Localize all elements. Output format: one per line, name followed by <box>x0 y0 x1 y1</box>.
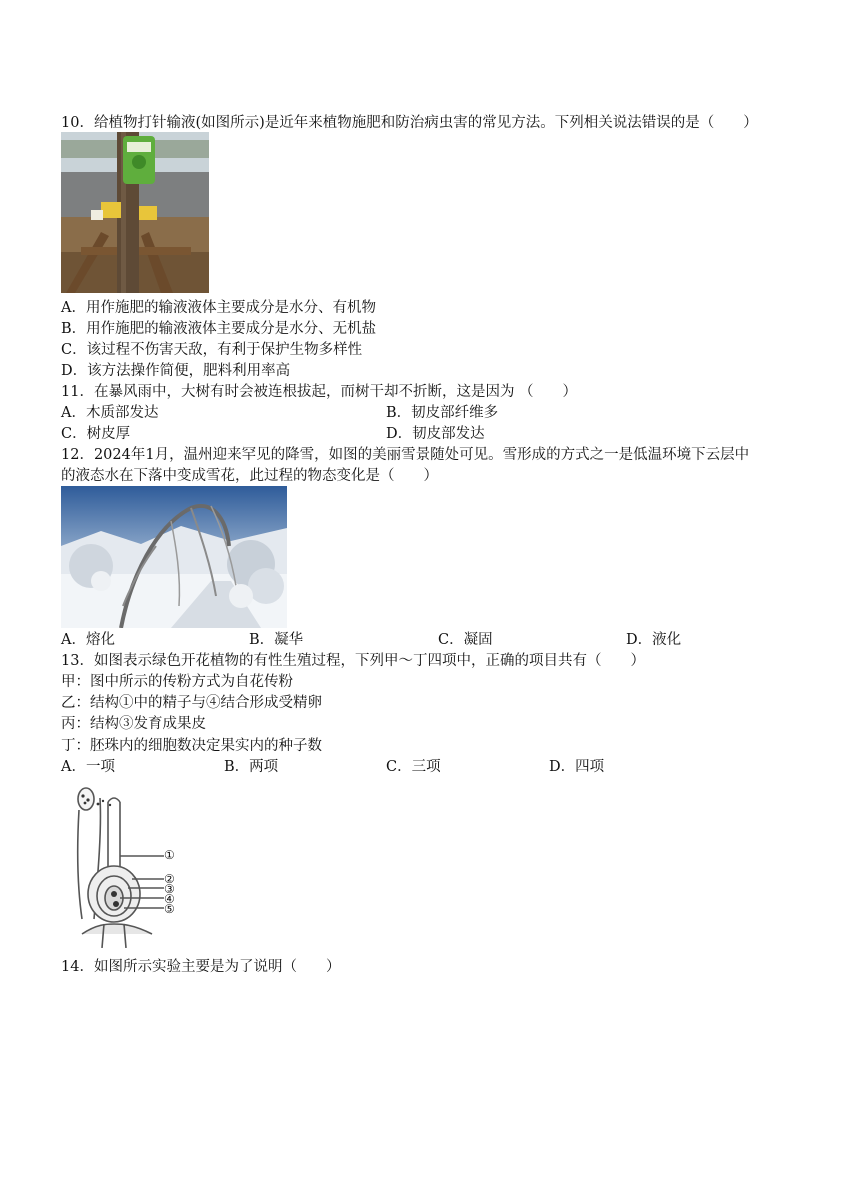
q13-item-ding: 丁：胚珠内的细胞数决定果实内的种子数 <box>61 738 322 754</box>
q13-item-jia: 甲：图中所示的传粉方式为自花传粉 <box>61 674 293 690</box>
q13-label-1: ① <box>164 848 175 862</box>
q12-option-b: B．凝华 <box>249 632 304 648</box>
q12-snow-scene-photo <box>61 486 287 628</box>
q12-option-c: C．凝固 <box>438 632 493 648</box>
q12-option-a: A．熔化 <box>61 632 115 648</box>
q13-flower-pistil-diagram <box>72 784 184 948</box>
q13-label-3: ③ <box>164 882 175 896</box>
q13-label-2: ② <box>164 872 175 886</box>
q10-option-d: D．该方法操作简便，肥料利用率高 <box>61 363 291 379</box>
q13-item-bing: 丙：结构③发育成果皮 <box>61 716 206 732</box>
q11-option-c: C．树皮厚 <box>61 426 131 442</box>
q13-item-yi: 乙：结构①中的精子与④结合形成受精卵 <box>61 695 322 711</box>
q10-option-b: B．用作施肥的输液液体主要成分是水分、无机盐 <box>61 321 377 337</box>
q10-option-a: A．用作施肥的输液液体主要成分是水分、有机物 <box>61 300 376 316</box>
q11-option-b: B．韧皮部纤维多 <box>386 405 499 421</box>
q11-stem: 11．在暴风雨中，大树有时会被连根拔起，而树干却不折断，这是因为 （ ） <box>61 384 578 400</box>
q13-option-a: A．一项 <box>61 759 115 775</box>
q12-stem-line2: 的液态水在下落中变成雪花，此过程的物态变化是（ ） <box>61 468 438 484</box>
q13-label-5: ⑤ <box>164 902 175 916</box>
q12-stem-line1: 12．2024年1月，温州迎来罕见的降雪，如图的美丽雪景随处可见。雪形成的方式之一是低温环境下云层中 <box>61 447 750 463</box>
q10-stem: 10．给植物打针输液(如图所示)是近年来植物施肥和防治病虫害的常见方法。下列相关说法错误的是（ ） <box>61 115 758 131</box>
q11-option-d: D．韧皮部发达 <box>386 426 485 442</box>
q14-stem: 14．如图所示实验主要是为了说明（ ） <box>61 959 341 975</box>
q12-option-d: D．液化 <box>626 632 682 648</box>
q13-option-b: B．两项 <box>224 759 279 775</box>
q13-label-4: ④ <box>164 892 175 906</box>
q10-tree-infusion-photo <box>61 132 209 293</box>
q10-option-c: C．该过程不伤害天敌，有利于保护生物多样性 <box>61 342 363 358</box>
q11-option-a: A．木质部发达 <box>61 405 159 421</box>
q13-stem: 13．如图表示绿色开花植物的有性生殖过程，下列甲～丁四项中，正确的项目共有（ ） <box>61 653 645 669</box>
q13-option-c: C．三项 <box>386 759 441 775</box>
q13-option-d: D．四项 <box>549 759 605 775</box>
